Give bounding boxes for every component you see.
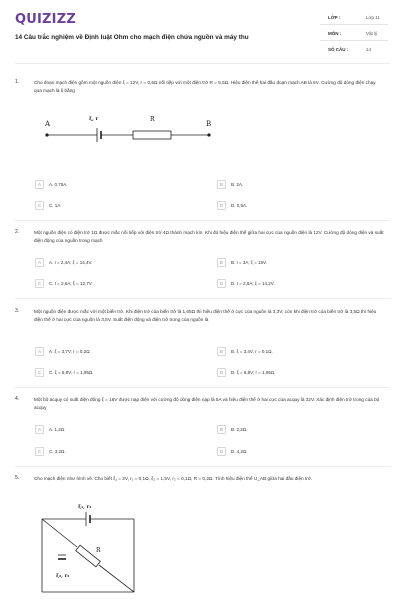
meta-row-count [320, 42, 388, 57]
option-text: C. ξ = 6,8V; r = 1,95Ω. [49, 370, 94, 375]
option-text: B. I = 3A; ξ = 15V. [231, 260, 267, 265]
option-d[interactable] [217, 368, 367, 378]
option-letter: C [35, 368, 44, 377]
option-text: D. 0,5A. [231, 203, 248, 208]
option-letter: C [35, 201, 44, 210]
label-A: A [45, 120, 51, 128]
question-divider [15, 466, 390, 467]
document-title: 14 Câu trắc nghiệm về Định luật Ohm cho mạch điện chứa nguồn và máy thu [15, 34, 249, 41]
question-divider [15, 387, 390, 388]
meta-info-box [320, 10, 388, 58]
question-text: Cho đoạn mạch điện gồm một nguồn điện ξ = 12V, r = 0,5Ω nối tiếp với một điện trở R = 5,5Ω. Hiệu điện thế hai đầu đoạn mạch AB là 6V. Cường độ dòng điện chạy qua mạch là lì bằng [34, 80, 376, 93]
option-a[interactable] [35, 425, 185, 435]
option-text: B. 2A. [231, 182, 244, 187]
option-letter: D [217, 279, 226, 288]
option-text: C. 3,2Ω. [49, 449, 66, 454]
option-text: D. 4,2Ω. [231, 449, 248, 454]
option-text: A. 1,2Ω. [49, 427, 66, 432]
question-divider [15, 220, 390, 221]
option-letter: A [35, 347, 44, 356]
meta-value: 14 [366, 47, 372, 52]
label-source-2: ξ₂, r₂ [56, 573, 70, 579]
option-text: B. ξ = 3,4V; r = 0,1Ω. [231, 349, 273, 354]
label-source-1: ξ₁, r₁ [78, 504, 92, 510]
meta-row-subject [320, 26, 388, 41]
option-letter: B [217, 425, 226, 434]
option-d[interactable] [217, 279, 367, 289]
question-divider [15, 298, 390, 299]
option-b[interactable] [217, 180, 367, 190]
option-b[interactable] [217, 347, 367, 357]
meta-label: LỚP : [328, 15, 341, 20]
option-c[interactable] [35, 279, 185, 289]
option-d[interactable] [217, 201, 367, 211]
quizizz-logo: QUIZIZZ [15, 12, 76, 27]
option-c[interactable] [35, 368, 185, 378]
option-letter: A [35, 258, 44, 267]
label-R: R [150, 116, 155, 123]
meta-row-class [320, 10, 388, 25]
option-a[interactable] [35, 347, 185, 357]
option-letter: C [35, 279, 44, 288]
meta-label: SỐ CÂU : [328, 47, 349, 52]
question-number: 4. [15, 396, 20, 402]
option-text: A. 0,75A. [49, 182, 68, 187]
question-1-circuit-figure [35, 112, 225, 147]
meta-label: MÔN : [328, 31, 342, 36]
option-letter: D [217, 368, 226, 377]
option-c[interactable] [35, 447, 185, 457]
option-d[interactable] [217, 447, 367, 457]
question-text: Một bộ acquy có suất điện động ξ = 16V được nạp điện với cường độ dòng điện nạp là 5A và hiệu điện thế ở hai cực của acquy là 32V. Xác định điện trở trong của bộ acquy [34, 397, 380, 410]
label-B: B [206, 120, 212, 128]
option-letter: B [217, 347, 226, 356]
option-c[interactable] [35, 201, 185, 211]
option-text: A. I = 2,4A; ξ = 14,4V. [49, 260, 93, 265]
question-number: 5. [15, 475, 20, 481]
header-divider [15, 63, 390, 64]
option-text: B. 2,2Ω. [231, 427, 248, 432]
option-letter: B [217, 258, 226, 267]
option-letter: C [35, 447, 44, 456]
option-letter: A [35, 180, 44, 189]
option-text: D. I = 2,9A; ξ = 14,2V. [231, 281, 275, 286]
question-number: 2. [15, 229, 20, 235]
option-text: C. I = 2,6A; ξ = 12,7V. [49, 281, 93, 286]
option-b[interactable] [217, 258, 367, 268]
label-R: R [96, 547, 101, 554]
question-number: 1. [15, 79, 20, 85]
option-b[interactable] [217, 425, 367, 435]
label-source: ξ, r [89, 116, 99, 122]
option-letter: B [217, 180, 226, 189]
question-text: Một nguồn điện có điện trở 1Ω được mắc nối tiếp với điện trở 4Ω thành mạch kín. Khi đó hiệu điện thế giữa hai cực của nguồn điện là 12V. Cường độ dòng điện và suất điện động của nguồn trong mạch [34, 230, 384, 243]
option-text: D. ξ = 6,8V; r = 1,95Ω. [231, 370, 276, 375]
option-a[interactable] [35, 180, 185, 190]
option-a[interactable] [35, 258, 185, 268]
option-letter: A [35, 425, 44, 434]
question-5-circuit-figure [30, 500, 150, 600]
option-text: A. ξ = 3,7V; r = 0,2Ω. [49, 349, 91, 354]
question-text: Một nguồn điện được mắc với một biến trở. Khi điện trở của biến trở là 1,65Ω thì hiệu điện thế ở cực của nguồn là 3,3V; còn khi điện trở của biến trở là 3,5Ω thì hiệu điện thế ở hai cực của nguồn là 3,5V. Suất điện động và điện trở trong của nguồn là [34, 309, 377, 322]
meta-value: Vật lý [366, 31, 378, 36]
option-letter: D [217, 201, 226, 210]
question-text: Cho mạch điện như hình vẽ. Cho biết ξ₁ = 2V, r₁ = 0,1Ω, ξ₂ = 1,5V, r₂ = 0,1Ω, R = 0,2Ω. Tính hiệu điện thế U_AB giữa hai đầu điện trở. [34, 476, 313, 481]
meta-value: Lớp 11 [366, 15, 380, 20]
question-number: 3. [15, 308, 20, 314]
option-letter: D [217, 447, 226, 456]
option-text: C. 1A. [49, 203, 62, 208]
